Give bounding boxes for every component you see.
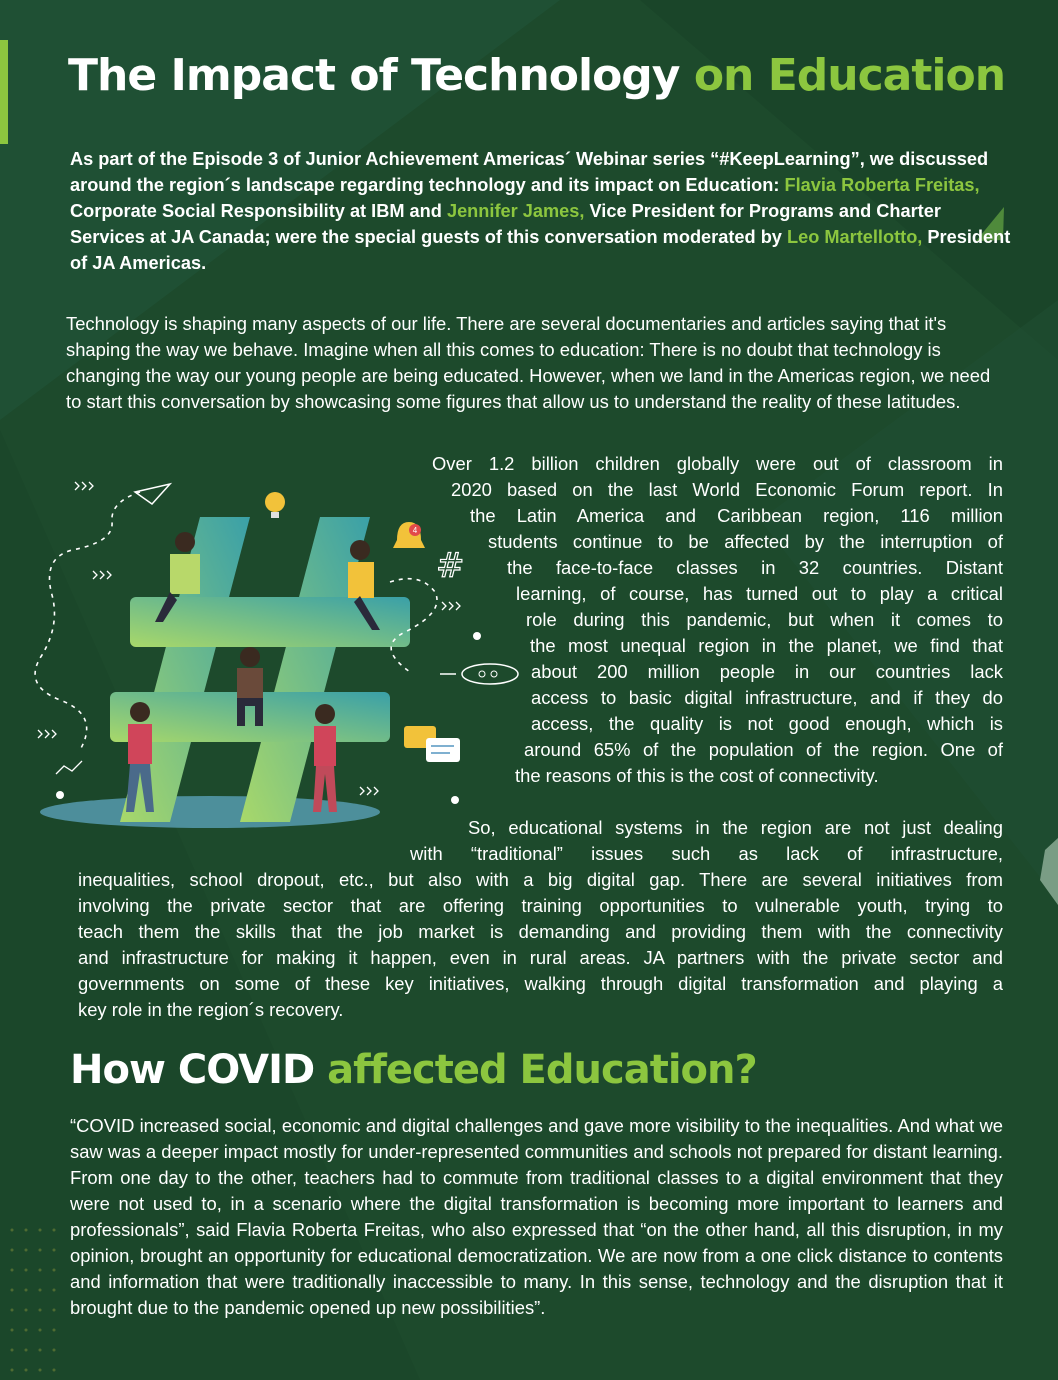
hashtag-outline-icon: # bbox=[436, 546, 465, 586]
paragraph-line: the Latin America and Caribbean region, 116 million bbox=[470, 505, 1003, 526]
paragraph-line: the face-to-face classes in 32 countries. Distant bbox=[507, 557, 1003, 578]
paragraph-line: access, the quality is not good enough, which is bbox=[531, 713, 1003, 734]
page-title-main: The Impact of Technology bbox=[68, 50, 680, 101]
paragraph-line: governments on some of these key initiatives, walking through digital transformation and playing a bbox=[78, 973, 1003, 994]
paragraph-line: access to basic digital infrastructure, and if they do bbox=[531, 687, 1003, 708]
lightbulb-icon bbox=[265, 492, 285, 518]
paragraph-line: learning, of course, has turned out to play a critical bbox=[516, 583, 1003, 604]
body-paragraph-1: Technology is shaping many aspects of our life. There are several documentaries and articles saying that it's shaping the way we behave. Imagine when all this comes to education: There is no doubt that technology is changing the way our young people are being educated. However, when we land in the Americas region, we need to start this conversation by showcasing some figures that allow us to understand the reality of these latitudes. bbox=[66, 313, 991, 412]
paragraph-line: with “traditional” issues such as lack of infrastructure, bbox=[410, 843, 1003, 864]
paragraph-line: key role in the region´s recovery. bbox=[78, 999, 344, 1020]
notification-count: 4 bbox=[412, 526, 418, 535]
moderator-name-leo: Leo Martellotto, bbox=[786, 227, 923, 247]
paper-plane-icon bbox=[135, 484, 170, 504]
section-heading-main: How COVID bbox=[70, 1047, 315, 1093]
paragraph-line: teach them the skills that the job market is demanding and providing them with the connectivity bbox=[78, 921, 1003, 942]
paragraph-line: the reasons of this is the cost of connectivity. bbox=[515, 765, 879, 786]
paragraph-line: So, educational systems in the region are not just dealing bbox=[468, 817, 1003, 838]
intro-text: As part of the Episode 3 of Junior Achievement Americas´ Webinar series “#KeepLearning”, we discussed around the region´s landscape regarding technology and its impact on Education: bbox=[70, 149, 989, 195]
section-heading-covid bbox=[70, 1044, 757, 1096]
page-title bbox=[68, 48, 1005, 104]
paragraph-line: involving the private sector that are offering training opportunities to vulnerable youth, trying to bbox=[78, 895, 1003, 916]
paragraph-line: role during this pandemic, but when it comes to bbox=[526, 609, 1003, 630]
paragraph-line: Over 1.2 billion children globally were out of classroom in bbox=[432, 453, 1003, 474]
intro-text: President of JA Americas. bbox=[70, 227, 1011, 273]
paragraph-line: the most unequal region in the planet, we find that bbox=[530, 635, 1003, 656]
paragraph-line: inequalities, school dropout, etc., but also with a big digital gap. There are several initiatives from bbox=[78, 869, 1003, 890]
guest-name-flavia: Flavia Roberta Freitas, bbox=[784, 175, 980, 195]
body-paragraph-3 bbox=[78, 815, 1003, 1023]
intro-paragraph bbox=[70, 146, 1015, 276]
section-heading-highlight: affected Education? bbox=[327, 1047, 757, 1093]
paragraph-line: around 65% of the population of the region. One of bbox=[524, 739, 1003, 760]
title-accent-bar bbox=[0, 40, 8, 144]
paragraph-line: 2020 based on the last World Economic Forum report. In bbox=[451, 479, 1003, 500]
page-title-highlight: on Education bbox=[693, 50, 1006, 101]
body-paragraph-2 bbox=[418, 451, 1003, 789]
guest-name-jennifer: Jennifer James, bbox=[446, 201, 585, 221]
intro-text: Corporate Social Responsibility at IBM and bbox=[70, 201, 447, 221]
paragraph-line: students continue to be affected by the interruption of bbox=[488, 531, 1003, 552]
paragraph-line: and infrastructure for making it happen, even in rural areas. JA partners with the private sector and bbox=[78, 947, 1003, 968]
paragraph-line: about 200 million people in our countries lack bbox=[531, 661, 1003, 682]
intro-text: Vice President for Programs and Charter Services at JA Canada; were the special guests of this conversation moderated by bbox=[70, 201, 941, 247]
body-paragraph-4: “COVID increased social, economic and digital challenges and gave more visibility to the inequalities. And what we saw was a deeper impact mostly for under-represented communities and schools not prepared for distant learning. From one day to the other, teachers had to commute from traditional classes to a digital environment that they were not used to, in a scenario where the digital transformation is becoming more important to learners and professionals”, said Flavia Roberta Freitas, who also expressed that “on the other hand, all this disruption, in my opinion, brought an opportunity for educational democratization. We are now from a one click distance to contents and information that were traditionally inaccessible to many. In this sense, technology and the disruption that it brought due to the pandemic opened up new possibilities”. bbox=[70, 1115, 1003, 1318]
